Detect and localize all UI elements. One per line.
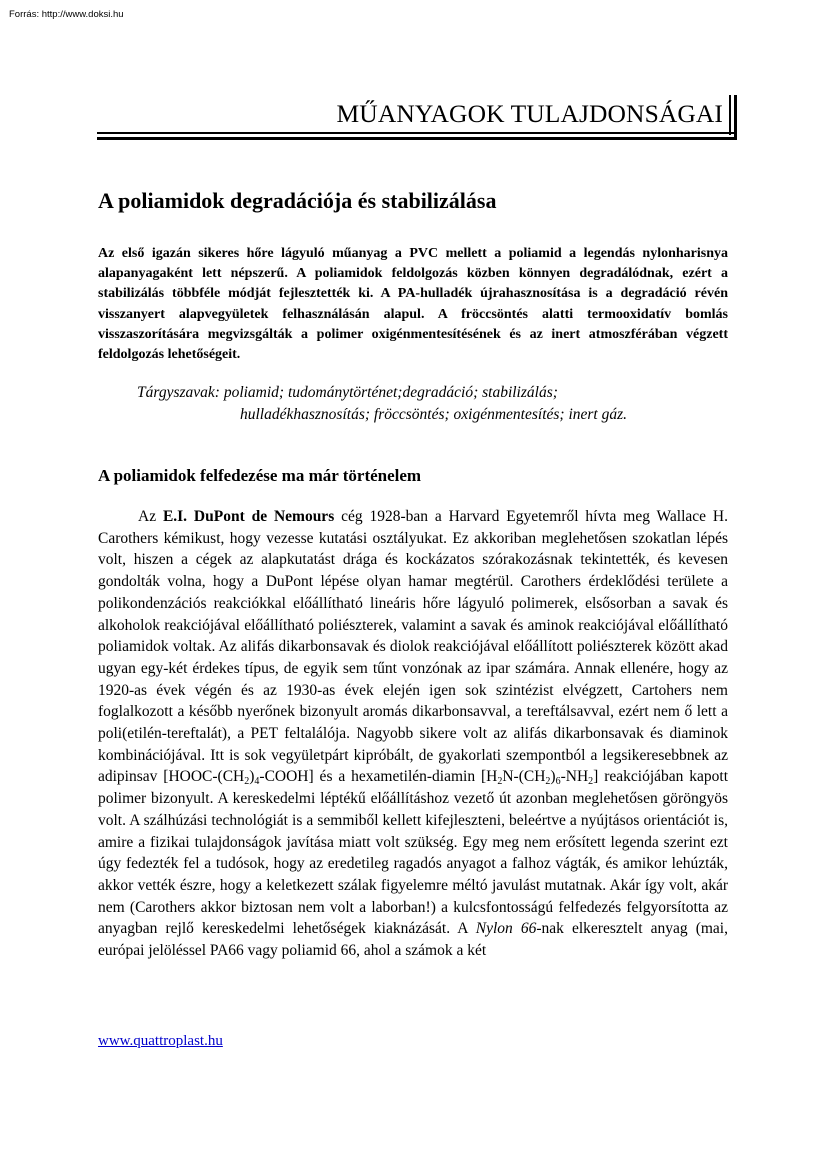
header-vertical-rule-thick [734, 95, 737, 140]
nylon-name: Nylon 66 [475, 920, 537, 938]
header-vertical-rule-thin [729, 95, 731, 135]
company-name: E.I. DuPont de Nemours [162, 508, 335, 525]
keywords-line-1: Tárgyszavak: poliamid; tudománytörténet;degradáció; stabilizálás; [137, 384, 558, 401]
formula-subscript: 2 [545, 776, 551, 788]
page-header [97, 95, 737, 147]
article-title: A poliamidok degradációja és stabilizálása [98, 188, 497, 213]
body-text-5: ) [550, 768, 556, 786]
body-text-3: -COOH] és a hexametilén-diamin [H [259, 768, 498, 786]
section-title: A poliamidok felfedezése ma már történelem [98, 466, 422, 485]
source-note: Forrás: http://www.doksi.hu [9, 9, 124, 20]
header-rule-thick [97, 137, 737, 140]
body-text-1: cég 1928-ban a Harvard Egyetemről hívta meg Wallace H. Carothers kémikust, hogy vezesse kutatási osztályukat. Ez akkoriban meglehetősen szokatlan lépés volt, hiszen a cégek az alapkutatást drága és kockázatos szórakozásnak tekintették, és kevesen gondolták volna, hogy a DuPont lépése olyan hamar megtérül. Carothers érdeklődési területe a polikondenzációs reakciókkal előállítható lineáris hőre lágyuló polimerek, elsősorban a savak és alkoholok reakciójával előállítható poliészterek, valamint a savak és aminok reakciójával előállítható poliamidok voltak. Az alifás dikarbonsavak és diolok reakciójával előállított poliészterek között akad ugyan egy-két érdekes típus, de egyik sem tűnt vonzónak az ipar számára. Annak ellenére, hogy az 1920-as évek végén és az 1930-as évek elején igen sok szintézist elvégzett, Cartohers nem foglalkozott a később nyerőnek bizonyult aromás dikarbonsavval, a tereftálsavval, ezért nem ő lett a poli(etilén-tereftalát), a PET feltalálója. Nagyobb sikere volt az alifás dikarbonsavak és diaminok kombinációjával. Itt is sok vegyületpárt kipróbált, de gyakorlati szempontból a legsikeresebbnek az adipinsav [HOOC-(CH [98, 508, 728, 786]
formula-subscript: 4 [254, 776, 260, 788]
body-text-intro: Az [138, 508, 163, 525]
body-text-6: -NH [560, 768, 589, 786]
body-paragraph [98, 506, 728, 962]
body-text-7: ] reakciójában kapott polimer bizonyult. A kereskedelmi léptékű előállításhoz vezető út azonban meglehetősen göröngyös volt. A szálhúzási technológiát is a semmiből kellett kifejleszteni, beleértve a nyújtásos orientációt is, amire a fizikai tulajdonságok javítása miatt volt szükség. Egy meg nem erősített legenda szerint ezt úgy fedezték fel a tudósok, hogy az eredetileg ragadós anyagot a falhoz vágták, és amikor lehúzták, akkor vették észre, hogy a keletkezett szálak figyelemre méltó javulást mutatnak. Akár így volt, akár nem (Carothers akkor biztosan nem volt a laborban!) a kulcsfontosságú felfedezés felgyorsította az anyagban rejlő kereskedelmi lehetőségek kiaknázását. A [98, 768, 729, 938]
formula-subscript: 6 [555, 776, 561, 788]
footer-website-link[interactable]: www.quattroplast.hu [98, 1033, 223, 1049]
formula-subscript: 2 [588, 776, 594, 788]
body-text-2: ) [249, 768, 255, 786]
header-title: MŰANYAGOK TULAJDONSÁGAI [336, 99, 723, 128]
body-text-8: -nak elkeresztelt anyag (mai, európai jelöléssel PA66 vagy poliamid 66, ahol a számok a két [98, 920, 728, 960]
keywords-line-2: hulladékhasznosítás; fröccsöntés; oxigénmentesítés; inert gáz. [240, 405, 628, 423]
formula-subscript: 2 [497, 776, 503, 788]
formula-subscript: 2 [244, 776, 250, 788]
header-rule-thin [97, 132, 737, 134]
body-text-4: N-(CH [502, 768, 546, 786]
abstract: Az első igazán sikeres hőre lágyuló műanyag a PVC mellett a poliamid a legendás nylonharisnya alapanyagaként lett népszerű. A poliamidok feldolgozás közben könnyen degradálódnak, ezért a stabilizálás többféle módját fejlesztették ki. A PA-hulladék újrahasznosítása is a degradáció révén visszanyert alapvegyületek felhasználásán alapul. A fröccsöntés alatti termooxidatív bomlás visszaszorítására megvizsgálták a polimer oxigénmentesítésének és az inert atmoszférában végzett feldolgozás lehetőségeit. [98, 246, 728, 363]
keywords [137, 382, 737, 425]
